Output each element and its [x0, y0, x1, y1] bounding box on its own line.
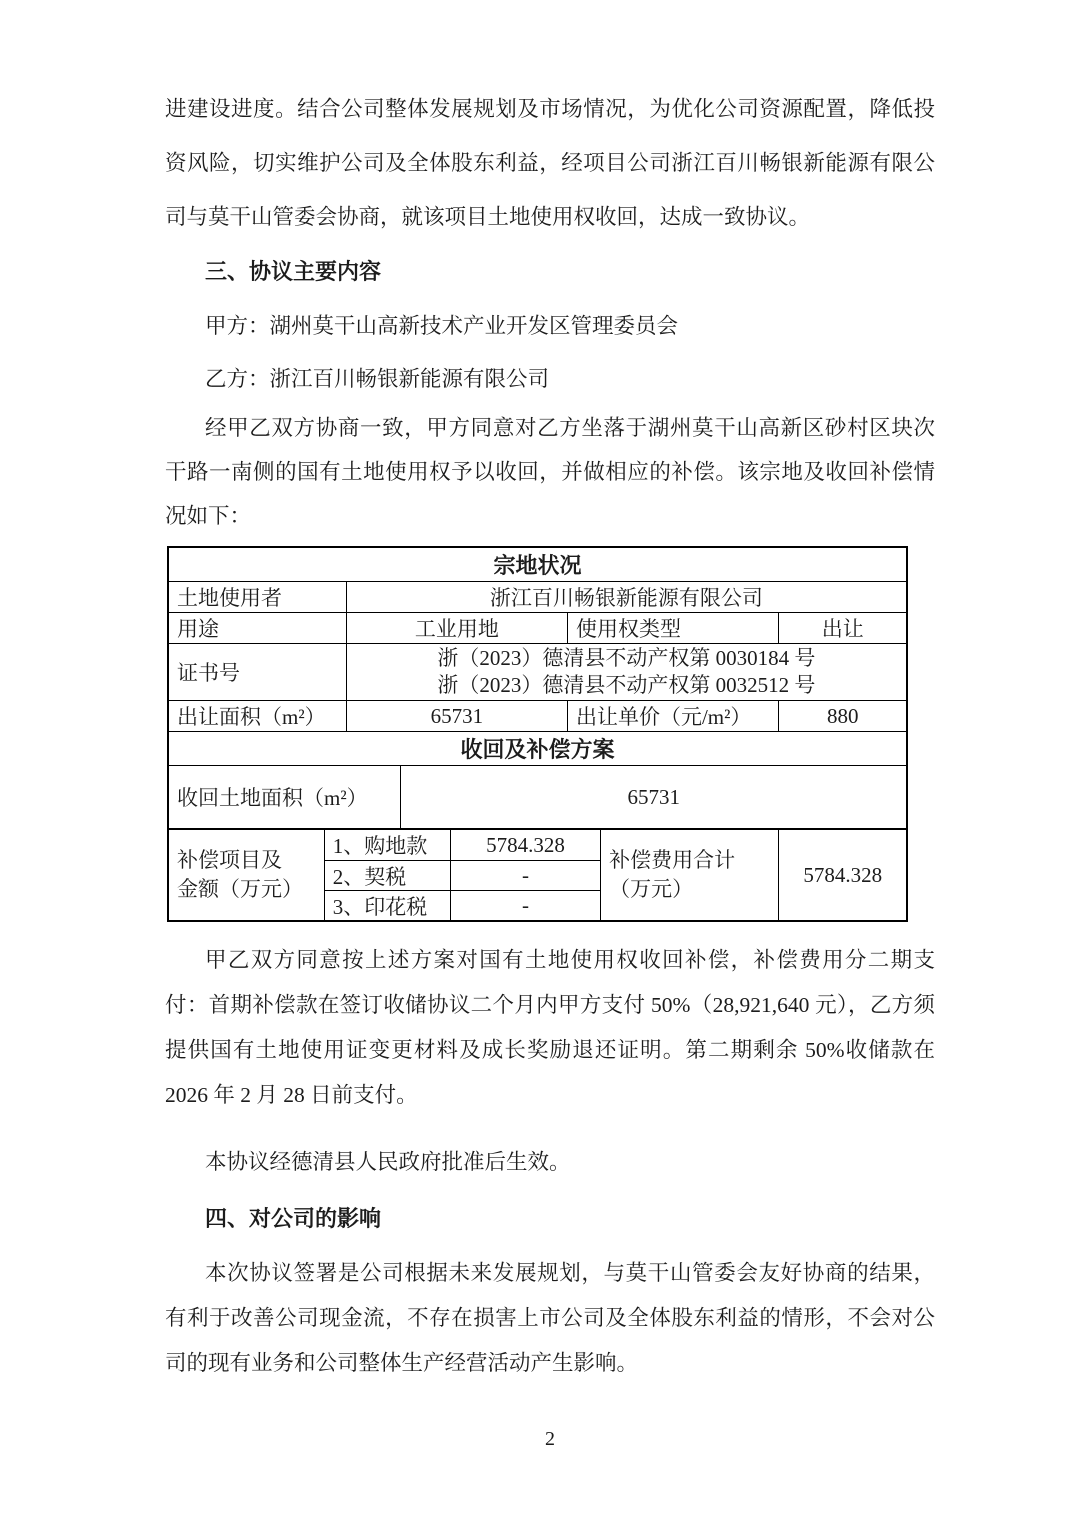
compensation-item2-label: 2、契税 — [324, 860, 450, 890]
party-b-line: 乙方：浙江百川畅银新能源有限公司 — [205, 367, 550, 391]
unit-price-value: 880 — [778, 701, 906, 731]
certificate-value — [346, 644, 906, 700]
page-number: 2 — [545, 1428, 555, 1450]
table-row-certificate — [169, 643, 906, 700]
section4-heading: 四、对公司的影响 — [205, 1206, 382, 1231]
certificate-number-1: 浙（2023）德清县不动产权第 0030184 号 — [437, 646, 816, 670]
land-user-value: 浙江百川畅银新能源有限公司 — [346, 582, 906, 612]
table-section-header-parcel: 宗地状况 — [493, 553, 582, 578]
recovered-area-label: 收回土地面积（m²） — [177, 786, 368, 810]
compensation-item1-value: 5784.328 — [450, 830, 600, 860]
intro-paragraph: 进建设进度。结合公司整体发展规划及市场情况，为优化公司资源配置，降低投资风险，切实维护公司及全体股东利益，经项目公司浙江百川畅银新能源有限公司与莫干山管委会协商，就该项目土地使用权收回，达成一致协议。 — [165, 97, 935, 229]
parcel-compensation-table — [167, 546, 908, 922]
table-row-area — [169, 700, 906, 731]
table-row-land-user — [169, 581, 906, 612]
compensation-item3-value: - — [450, 890, 600, 920]
use-label: 用途 — [177, 617, 219, 641]
compensation-items-label: 补偿项目及金额（万元） — [177, 848, 303, 901]
certificate-number-2: 浙（2023）德清县不动产权第 0032512 号 — [437, 673, 816, 697]
right-type-value: 出让 — [778, 613, 906, 643]
compensation-total-value: 5784.328 — [778, 830, 906, 920]
right-type-label: 使用权类型 — [567, 613, 779, 643]
compensation-item2-value: - — [450, 860, 600, 890]
lead-paragraph: 经甲乙双方协商一致，甲方同意对乙方坐落于湖州莫干山高新区砂村区块次干路一南侧的国有土地使用权予以收回，并做相应的补偿。该宗地及收回补偿情况如下： — [165, 416, 935, 528]
compensation-item1-label: 1、购地款 — [324, 830, 450, 860]
compensation-total-label: 补偿费用合计（万元） — [600, 830, 778, 920]
table-row-recovered-area — [169, 765, 906, 828]
certificate-label: 证书号 — [177, 661, 240, 685]
use-value: 工业用地 — [346, 613, 567, 643]
table-section-header-plan: 收回及补偿方案 — [169, 731, 906, 765]
grant-area-value: 65731 — [346, 701, 567, 731]
recovered-area-value: 65731 — [400, 766, 906, 828]
payment-paragraph: 甲乙双方同意按上述方案对国有土地使用权收回补偿，补偿费用分二期支付：首期补偿款在签订收储协议二个月内甲方支付 50%（28,921,640 元），乙方须提供国有土地使用证变更材料及成长奖励退还证明。第二期剩余 50%收储款在 2026 年 2 月 28 日前支付。 — [165, 948, 935, 1107]
impact-paragraph: 本次协议签署是公司根据未来发展规划，与莫干山管委会友好协商的结果，有利于改善公司现金流，不存在损害上市公司及全体股东利益的情形，不会对公司的现有业务和公司整体生产经营活动产生影响。 — [165, 1261, 935, 1375]
unit-price-label: 出让单价（元/m²） — [567, 701, 779, 731]
table-section-compensation — [169, 828, 906, 920]
land-user-label: 土地使用者 — [177, 586, 282, 610]
effective-paragraph: 本协议经德清县人民政府批准后生效。 — [205, 1150, 571, 1174]
grant-area-label: 出让面积（m²） — [177, 705, 326, 729]
party-a-line: 甲方：湖州莫干山高新技术产业开发区管理委员会 — [205, 314, 679, 338]
table-row-use — [169, 612, 906, 643]
section3-heading: 三、协议主要内容 — [205, 259, 382, 284]
compensation-item3-label: 3、印花税 — [324, 890, 450, 920]
